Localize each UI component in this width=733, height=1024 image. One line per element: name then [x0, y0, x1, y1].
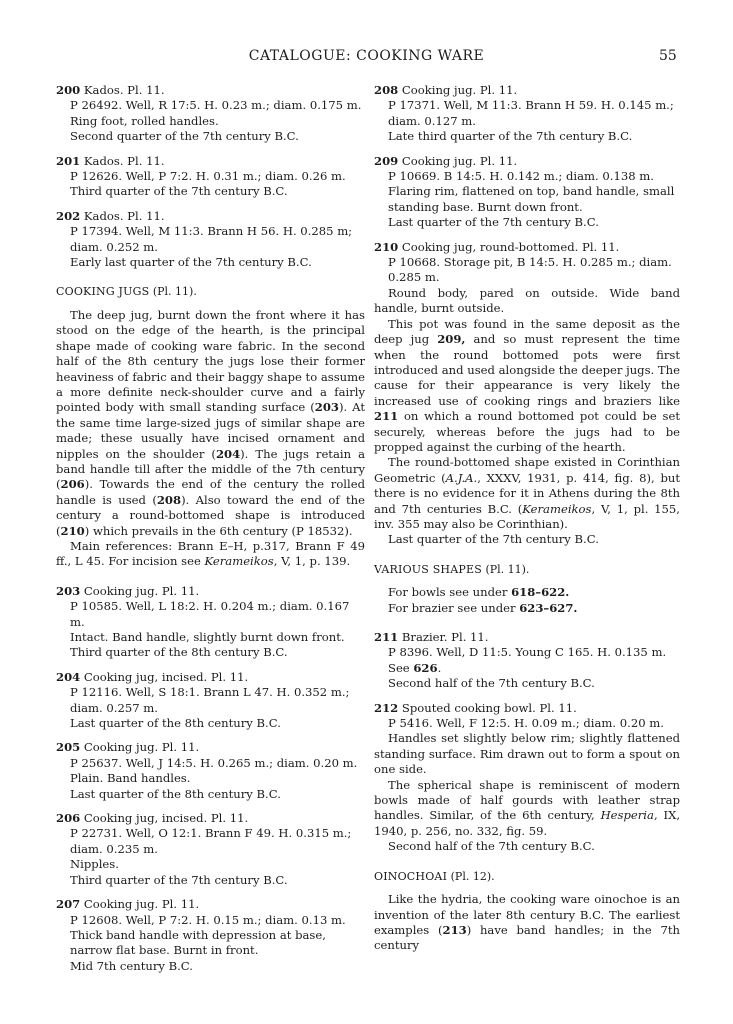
entry-line: P 17394. Well, M 11:3. Brann H 56. H. 0.285 m; diam. 0.252 m. [70, 224, 353, 254]
brazier-reference: For brazier see under 623–627. [388, 600, 578, 615]
entry-line: Nipples. [70, 857, 119, 872]
entry-title: Kados. Pl. 11. [83, 83, 165, 97]
entry-line: Plain. Band handles. [70, 771, 191, 786]
entry-title: Cooking jug. Pl. 11. [401, 83, 518, 97]
entry-title: Cooking jug. Pl. 11. [83, 583, 200, 598]
entry-line: Third quarter of the 7th century B.C. [70, 872, 288, 887]
section-heading-oinochoai: OINOCHOAI (Pl. 12). [374, 869, 495, 883]
entry-line: P 17371. Well, M 11:3. Brann H 59. H. 0.145 m.; diam. 0.127 m. [388, 98, 674, 128]
entry-title: Kados. Pl. 11. [83, 153, 165, 168]
entry-line: Ring foot, rolled handles. [70, 113, 219, 128]
entry-line: P 12608. Well, P 7:2. H. 0.15 m.; diam. 0.13 m. [70, 912, 346, 927]
page-number: 55 [659, 48, 677, 64]
entry-line: P 25637. Well, J 14:5. H. 0.265 m.; diam. 0.20 m. [70, 755, 358, 770]
entry-line: Third quarter of the 7th century B.C. [70, 184, 288, 199]
entry-number: 203 [56, 583, 81, 598]
running-head: CATALOGUE: COOKING WARE [248, 48, 485, 64]
entry-line: P 12116. Well, S 18:1. Brann L 47. H. 0.352 m.; diam. 0.257 m. [70, 685, 350, 715]
right-column [374, 83, 680, 954]
catalogue-entry-206 [56, 811, 365, 888]
entry-line: P 22731. Well, O 12:1. Brann F 49. H. 0.315 m.; diam. 0.235 m. [70, 826, 352, 856]
entry-line: Late third quarter of the 7th century B.C. [388, 129, 633, 144]
catalogue-entries-203-207 [56, 584, 365, 974]
catalogue-entries-200-202 [56, 83, 365, 270]
oinochoai-intro: Like the hydria, the cooking ware oinochoe is an invention of the later 8th century B.C. The earliest examples (213) have band handles; in the 7th century [374, 892, 680, 953]
catalogue-entry-209 [374, 154, 680, 231]
entry-line: Third quarter of the 8th century B.C. [70, 645, 288, 660]
entry-line: P 10669. B 14:5. H. 0.142 m.; diam. 0.138 m. [388, 169, 654, 184]
entry-line: Early last quarter of the 7th century B.C. [70, 255, 312, 270]
entry-line: Thick band handle with depression at base, narrow flat base. Burnt in front. [70, 927, 326, 958]
cooking-jugs-intro: The deep jug, burnt down the front where it has stood on the edge of the hearth, is the principal shape made of cooking ware fabric. In the second half of the 8th century the jugs lose their former heaviness of fabric and their baggy shape to assume a more definite neck-shoulder curve and a fairly pointed body with small standing surface (203). At the same time large-sized jugs of similar shape are made; these usually have incised ornament and nipples on the shoulder (204). The jugs retain a band handle till after the middle of the 7th century (206). Towards the end of the century the rolled handle is used (208). Also toward the end of the century a round-bottomed shape is introduced (210) which prevails in the 6th century (P 18532). [56, 307, 365, 538]
catalogue-entry-205 [56, 740, 365, 802]
entry-number: 202 [56, 208, 81, 223]
catalogue-entry-204 [56, 670, 365, 732]
entry-line: Last quarter of the 7th century B.C. [388, 215, 599, 230]
entry-number: 204 [56, 669, 81, 684]
entry-line: Flaring rim, flattened on top, band handle, small standing base. Burnt down front. [388, 184, 675, 214]
bowls-reference: For bowls see under 618–622. [388, 585, 570, 600]
entry-line: Mid 7th century B.C. [70, 958, 193, 973]
entry-title: Kados. Pl. 11. [83, 208, 165, 223]
catalogue-entry-202 [56, 209, 365, 271]
entry-title: Cooking jug. Pl. 11. [401, 153, 518, 168]
entry-line: P 10585. Well, L 18:2. H. 0.204 m.; diam. 0.167 m. [70, 599, 350, 629]
catalogue-entry-201 [56, 154, 365, 200]
left-column [56, 83, 365, 983]
entry-number: 201 [56, 153, 81, 168]
entry-title: Cooking jug. Pl. 11. [83, 740, 200, 755]
catalogue-entry-210: 210 Cooking jug, round-bottomed. Pl. 11. P 10668. Storage pit, B 14:5. H. 0.285 m.; diam. 0.285 m. Round body, pared on outside. Wide band handle, burnt outside. This pot was found in the same deposit as the deep jug 209, and so must represent the time when the round bottomed pots were first introduced and used alongside the deeper jugs. The cause for their appearance is very likely the increased use of cooking rings and braziers like 211 on which a round bottomed pot could be set securely, whereas before the jugs had to be propped against the curbing of the hearth. The round-bottomed shape existed in Corinthian Geometric (A.J.A., XXXV, 1931, p. 414, fig. 8), but there is no evidence for it in Athens during the 8th and 7th centuries B.C. (Kerameikos, V, 1, pl. 155, inv. 355 may also be Corinthian). Last quarter of the 7th century B.C. [374, 239, 680, 547]
entry-title: Cooking jug, incised. Pl. 11. [83, 669, 249, 684]
entry-line: Second quarter of the 7th century B.C. [70, 129, 299, 144]
entry-number: 200 [56, 83, 81, 97]
entry-line: P 12626. Well, P 7:2. H. 0.31 m.; diam. 0.26 m. [70, 169, 346, 184]
entry-line: Last quarter of the 8th century B.C. [70, 716, 281, 731]
entry-number: 205 [56, 740, 81, 755]
catalogue-entry-208 [374, 83, 680, 145]
entry-number: 209 [374, 153, 399, 168]
entry-number: 206 [56, 811, 81, 826]
entry-line: Last quarter of the 8th century B.C. [70, 786, 281, 801]
catalogue-entry-212: 212 Spouted cooking bowl. Pl. 11. P 5416. Well, F 12:5. H. 0.09 m.; diam. 0.20 m. Handles set slightly below rim; slightly flattened standing surface. Rim drawn out to form a spout on one side. The spherical shape is reminiscent of modern bowls made of half gourds with leather strap handles. Similar, of the 6th century, Hesperia, IX, 1940, p. 256, no. 332, fig. 59. Second half of the 7th century B.C. [374, 700, 681, 854]
catalogue-entries-208-209 [374, 83, 680, 231]
entry-line: Intact. Band handle, slightly burnt down front. [70, 630, 345, 644]
catalogue-entry-203 [56, 584, 365, 661]
entry-title: Cooking jug. Pl. 11. [83, 897, 200, 912]
catalogue-entry-200 [56, 83, 365, 145]
entry-number: 207 [56, 897, 81, 912]
entry-title: Cooking jug, incised. Pl. 11. [83, 811, 249, 826]
main-references: Main references: Brann E–H, p.317, Brann F 49 ff., L 45. For incision see Kerameikos, V, 1, p. 139. [56, 538, 365, 569]
catalogue-entry-207 [56, 897, 365, 974]
section-heading-various-shapes: VARIOUS SHAPES (Pl. 11). [374, 562, 530, 576]
entry-number: 208 [374, 83, 399, 97]
entry-line: P 26492. Well, R 17:5. H. 0.23 m.; diam. 0.175 m. [70, 98, 362, 113]
section-heading-cooking-jugs: COOKING JUGS (Pl. 11). [56, 285, 197, 299]
catalogue-entry-211: 211 Brazier. Pl. 11. P 8396. Well, D 11:5. Young C 165. H. 0.135 m. See 626. Second half of the 7th century B.C. [374, 630, 667, 691]
